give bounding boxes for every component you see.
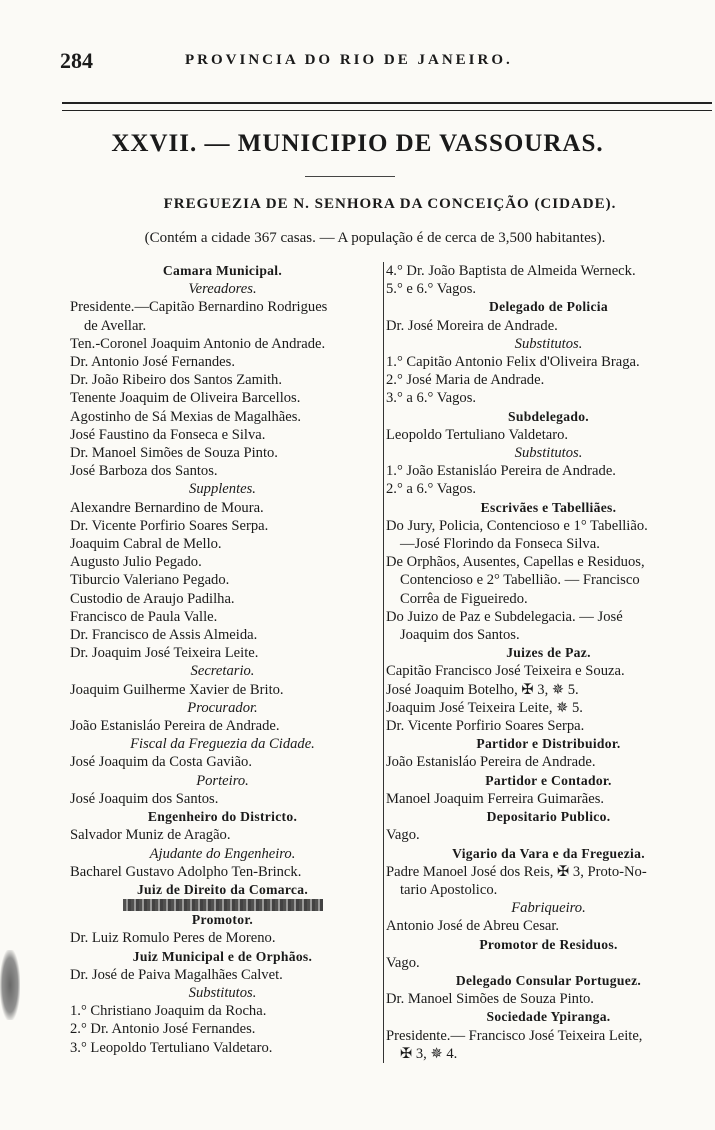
subheading: Substitutos. [514, 445, 583, 462]
page-header [60, 48, 660, 78]
entry-line: Joaquim Cabral de Mello. [70, 536, 222, 553]
section-heading: Engenheiro do Districto. [147, 809, 298, 825]
subheading: Substitutos. [188, 984, 257, 1001]
section-heading: Delegado de Policia [489, 299, 608, 315]
entry-line: Presidente.— Francisco José Teixeira Leite, [386, 1027, 643, 1044]
entry-line: Dr. Manoel Simões de Souza Pinto. [386, 991, 594, 1008]
entry-line: Dr. Vicente Porfirio Soares Serpa. [70, 517, 269, 534]
subheading: Vereadores. [188, 281, 257, 298]
entry-line: 1.° Capitão Antonio Felix d'Oliveira Braga. [386, 354, 640, 371]
entry-line: Dr. Antonio José Fernandes. [70, 354, 235, 371]
section-heading: Juizes de Paz. [506, 645, 591, 661]
entry-line: Presidente.—Capitão Bernardino Rodrigues [70, 299, 328, 316]
entry-line: ✠ 3, ✵ 4. [400, 1045, 458, 1062]
header-rule [62, 102, 712, 111]
section-heading: Juiz de Direito da Comarca. [136, 881, 309, 897]
entry-line: Vago. [386, 954, 420, 971]
subheading: Procurador. [187, 699, 258, 716]
entry-line: Corrêa de Figueiredo. [400, 590, 528, 607]
entry-line: Padre Manoel José dos Reis, ✠ 3, Proto-No- [386, 863, 647, 880]
entry-line: Dr. Joaquim José Teixeira Leite. [70, 645, 259, 662]
entry-line: José Joaquim da Costa Gavião. [70, 754, 252, 771]
section-heading: Promotor de Residuos. [479, 936, 618, 952]
section-heading: Promotor. [191, 912, 254, 928]
entry-line: 2.° a 6.° Vagos. [386, 481, 477, 498]
entry-line: Custodio de Araujo Padilha. [70, 590, 235, 607]
section-title: XXVII. — MUNICIPIO DE VASSOURAS. [111, 130, 604, 157]
entry-line: Do Juizo de Paz e Subdelegacia. — José [386, 608, 623, 625]
entry-line: Augusto Julio Pegado. [70, 554, 202, 571]
section-heading: Partidor e Distribuidor. [476, 736, 621, 752]
parish-heading: FREGUEZIA DE N. SENHORA DA CONCEIÇÃO (CIDADE). [163, 196, 617, 212]
section-heading: Sociedade Ypiranga. [486, 1009, 611, 1025]
entry-line: Dr. João Ribeiro dos Santos Zamith. [70, 372, 283, 389]
section-heading: Escrivães e Tabelliães. [480, 499, 617, 515]
entry-line: 2.° Dr. Antonio José Fernandes. [70, 1021, 256, 1038]
entry-line: Tenente Joaquim de Oliveira Barcellos. [70, 390, 301, 407]
entry-line: Do Jury, Policia, Contencioso e 1° Tabellião. [386, 517, 648, 534]
entry-line: 2.° José Maria de Andrade. [386, 372, 545, 389]
entry-line: João Estanisláo Pereira de Andrade. [386, 754, 596, 771]
entry-line: Manoel Joaquim Ferreira Guimarães. [386, 790, 605, 807]
right-column [383, 262, 711, 1063]
subheading: Supplentes. [189, 481, 256, 498]
entry-line: Dr. José Moreira de Andrade. [386, 317, 558, 334]
subheading: Porteiro. [196, 772, 249, 789]
entry-line: Alexandre Bernardino de Moura. [70, 499, 264, 516]
entry-line: 4.° Dr. João Baptista de Almeida Werneck. [386, 263, 636, 279]
entry-line: 3.° Leopoldo Tertuliano Valdetaro. [70, 1039, 273, 1056]
entry-line: Bacharel Gustavo Adolpho Ten-Brinck. [70, 863, 302, 880]
entry-line: Leopoldo Tertuliano Valdetaro. [386, 426, 569, 443]
section-heading: Subdelegado. [507, 408, 590, 424]
entry-line: Dr. Vicente Porfirio Soares Serpa. [386, 718, 585, 735]
subheading: Fabriqueiro. [511, 900, 586, 917]
left-column [70, 262, 375, 1057]
entry-line: Dr. Francisco de Assis Almeida. [70, 627, 258, 644]
subheading: Substitutos. [514, 335, 583, 352]
entry-line: Francisco de Paula Valle. [70, 608, 218, 625]
entry-line: Dr. Luiz Romulo Peres de Moreno. [70, 930, 276, 947]
entry-line: De Orphãos, Ausentes, Capellas e Residuos, [386, 554, 645, 571]
entry-line: José Barboza dos Santos. [70, 463, 218, 480]
entry-line: Joaquim dos Santos. [400, 627, 520, 644]
population-note: (Contém a cidade 367 casas. — A população é de cerca de 3,500 habitantes). [144, 230, 606, 246]
entry-line: Salvador Muniz de Aragão. [70, 827, 231, 844]
entry-line: Capitão Francisco José Teixeira e Souza. [386, 663, 625, 680]
running-title: PROVINCIA DO RIO DE JANEIRO. [185, 52, 513, 68]
margin-mark [0, 950, 20, 1020]
entry-line: 5.° e 6.° Vagos. [386, 281, 477, 298]
page-number: 284 [60, 48, 93, 73]
entry-line: Contencioso e 2° Tabellião. — Francisco [400, 572, 640, 589]
entry-line: 1.° Christiano Joaquim da Rocha. [70, 1003, 267, 1020]
entry-line: tario Apostolico. [400, 881, 498, 898]
entry-line: 3.° a 6.° Vagos. [386, 390, 477, 407]
entry-line: de Avellar. [84, 317, 147, 334]
title-rule [305, 176, 395, 177]
section-heading: Depositario Publico. [486, 809, 611, 825]
entry-line: Agostinho de Sá Mexias de Magalhães. [70, 408, 302, 425]
entry-line: Dr. Manoel Simões de Souza Pinto. [70, 445, 278, 462]
subheading: Ajudante do Engenheiro. [149, 845, 296, 862]
section-heading: Partidor e Contador. [485, 772, 612, 788]
section-heading: Juiz Municipal e de Orphãos. [132, 948, 313, 964]
entry-line: Joaquim Guilherme Xavier de Brito. [70, 681, 284, 698]
entry-line: José Joaquim dos Santos. [70, 790, 219, 807]
entry-line: José Joaquim Botelho, ✠ 3, ✵ 5. [386, 681, 579, 698]
entry-line: José Faustino da Fonseca e Silva. [70, 426, 266, 443]
section-heading: Camara Municipal. [162, 263, 283, 278]
obscured-entry [70, 899, 375, 911]
entry-line: Antonio José de Abreu Cesar. [386, 918, 560, 935]
entry-line: Dr. José de Paiva Magalhães Calvet. [70, 966, 283, 983]
section-heading: Delegado Consular Portuguez. [455, 972, 642, 988]
subheading: Secretario. [190, 663, 255, 680]
entry-line: Tiburcio Valeriano Pegado. [70, 572, 230, 589]
entry-line: —José Florindo da Fonseca Silva. [400, 536, 600, 553]
section-heading: Vigario da Vara e da Freguezia. [452, 845, 645, 861]
entry-line: Joaquim José Teixeira Leite, ✵ 5. [386, 699, 583, 716]
entry-line: Ten.-Coronel Joaquim Antonio de Andrade. [70, 335, 326, 352]
entry-line: 1.° João Estanisláo Pereira de Andrade. [386, 463, 616, 480]
entry-line: João Estanisláo Pereira de Andrade. [70, 718, 280, 735]
subheading: Fiscal da Freguezia da Cidade. [130, 736, 315, 753]
entry-line: Vago. [386, 827, 420, 844]
ink-smudge [123, 899, 323, 911]
